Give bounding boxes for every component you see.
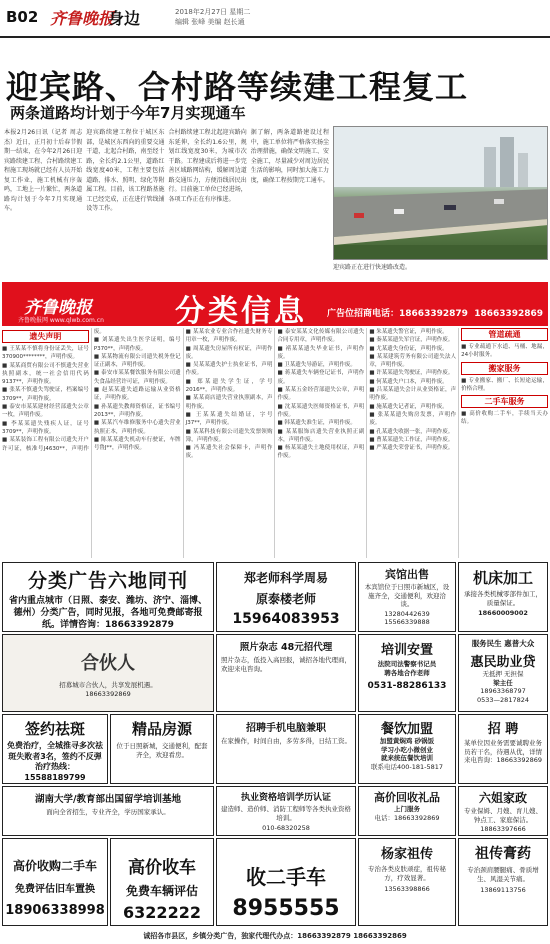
listing-item: ■ 某某物流有限公司遗失税务登记证正副本，声明作废。 [93,353,181,369]
ad-gift-recycle: 高价回收礼品 上门服务 电话：18663392869 [358,786,456,836]
classified-title: 分类信息 [175,294,307,329]
listing-item: ■ 王某某遗失结婚证，字号J37**，声明作废。 [185,411,273,427]
listing-item: ■ 李某某遗失残疾人证，证号3709**，声明作废。 [2,420,89,435]
listing-item: ■ 专业疏通下水道、马桶、地漏，24小时服务。 [461,344,548,359]
ad-used-car-buy: 高价收购二手车 免费评估旧车置换 18906338998 [2,838,108,926]
listing-item: ■ 高价收购二手车，手续当天办结。 [461,411,548,426]
listing-item: ■ 严某遗失荣誉证书，声明作废。 [369,445,454,452]
listing-item: ■ 孔某遗失收据一张，声明作废。 [369,428,454,435]
listing-item: ■ 刘某遗失出生医学证明，编号P370**，声明作废。 [93,337,181,352]
listing-item: ■ 周某遗失房屋所有权证，声明作废。 [185,345,273,360]
article-paragraph: 本报2月26日讯（记者 周志杰）近日，正月初十后春节假期一结束，在今年2月26日迎宾路续建工程、合村路续建工程施工现场就已经有人员开始复工作业，施工机械有序轰鸣，工地上一片繁忙，两条道路均计划于今年7月实现通车。 [4,129,83,212]
listing-item: ■ 张某不慎遗失驾驶证，档案编号3709**，声明作废。 [2,387,89,402]
ad-training: 培训安置 法院司法警察书记员 聘各地合作老师 0531-88286133 [358,634,456,712]
ad-hunan-university: 湖南大学/教育部出国留学培训基地 面向全省招生，专业齐全，学历国家承认。 [2,786,214,836]
ad-catering: 餐饮加盟 加盟黄焖鸡 砂锅饭 学习小吃小微创业 就来统伍餐饮培训 联系电话400-181-5817 [358,714,456,784]
ad-photo-magazine: 照片杂志 48元招代理 照片杂志，低投入高回报，诚招各地代理商，欢迎来电咨询。 [216,634,356,712]
ad-hotel-sale: 宾馆出售 本宾馆位于日照市新城区，设施齐全，交通便利，欢迎洽谈。 13280442639 15566339888 [358,562,456,632]
ad-car-buy: 高价收车 免费车辆评估 6322222 [110,838,214,926]
photo-caption: 迎宾路正在进行快速路改造。 [333,264,412,271]
listing-item: ■ 许某某遗失驾驶证，声明作废。 [369,370,454,377]
category-heading: 搬家服务 [461,362,548,375]
classified-url: 齐鲁晚报网 www.qlwb.com.cn [18,317,104,324]
classified-brand: 齐鲁晚报 [24,298,92,318]
listing-item: ■ 曹某某遗失工作证，声明作废。 [369,436,454,443]
listing-item: ■ 王某某不慎将身份证丢失，证号370900********，声明作废。 [2,346,89,361]
ad-loan: 服务民生 惠普大众 惠民助业贷 无抵押 无担保 梁主任 18963368797 0533—2817824 [458,634,548,712]
listing-item: ■ 某某农业专业合作社遗失财务专用章一枚，声明作废。 [185,329,273,344]
category-heading: 遗失声明 [2,330,89,343]
article-headline: 迎宾路、合村路等续建工程复工 [6,68,469,106]
ad-machining: 机床加工 承接各类机械零部件加工，质量保证。 18660009002 [458,562,548,632]
listing-item: ■ 某某商店遗失营业执照副本，声明作废。 [185,395,273,410]
road-photo-illustration [334,127,548,260]
classified-hotline: 广告位招商电话：18663392879 18663392869 [327,309,544,319]
listing-item: ■ 吕某某遗失会计从业资格证，声明作废。 [369,387,457,402]
listing-item: ■ 韩某遗失准生证，声明作废。 [277,420,356,427]
listing-item: ■ 某某汽车维修服务中心遗失营业执照正本，声明作废。 [93,420,181,435]
listing-item: ■ 泰安某某文化传媒有限公司遗失合同专用章，声明作废。 [277,329,365,344]
ad-freckle: 签约祛斑 免费治疗，全城推寻多次祛斑失败者3名，签约不反弹治疗热线：15588189799 [2,714,108,784]
listing-item: ■ 陈某某遗失机动车行驶证，车牌号鲁J**，声明作废。 [93,436,181,452]
listing-item: ■ 杨某某遗失土地使用权证，声明作废。 [277,445,365,460]
classified-listings [2,328,548,558]
listing-item: ■ 尤某遗失身份证，声明作废。 [369,345,448,352]
listing-item: ■ 朱某遗失警官证，声明作废。 [369,329,448,335]
listing-item: ■ 褚某某遗失毕业证书，声明作废。 [277,345,365,360]
page-number: B02 [6,8,39,26]
listing-item: ■ 某某商贸有限公司不慎遗失营业执照副本，统一社会信用代码9137**，声明作废。 [2,362,89,386]
ad-qualification: 执业资格培训学历认证 建造师、造价师、消防工程师等各类执业资格培训。 010-68320258 [216,786,356,836]
page-footer: 诚招各市县区，乡镇分类广告，独家代理代办点：18663392879 18663392869 [143,932,407,940]
ad-plaster: 祖传膏药 专治颈肩腰腿痛、骨质增生、风湿关节痛。 13869113756 [458,838,548,926]
listing-item: ■ 张某某遗失购房发票，声明作废。 [369,411,457,427]
listing-item: ■ 何某遗失户口本，声明作废。 [369,378,448,385]
listing-item: ■ 沈某某遗失医师资格证书，声明作废。 [277,403,365,418]
listing-item: ■ 某某装饰工程有限公司遗失开户许可证，核准号J4630**，声明作废。 [2,329,105,452]
article-paragraph: 据了解，两条道路建设过程中，施工单位将严格落实扬尘治理措施，确保文明施工、安全施工，尽量减少对周边居民生活的影响，同时加大施工力度，确保工程按期完工通车。 [250,129,329,184]
listing-item: ■ 某某五金经营部遗失公章，声明作废。 [277,387,365,402]
listing-item: ■ 赵某某遗失道路运输从业资格证，声明作废。 [93,387,181,402]
listing-item: ■ 施某遗失记者证，声明作废。 [369,403,448,410]
listing-item: ■ 冯某遗失社会保障卡，声明作废。 [185,445,273,460]
section-title: 身边 [108,9,141,28]
category-heading: 管道疏通 [461,328,548,341]
listing-item: ■ 泰安市某某建材经营部遗失公章一枚，声明作废。 [2,404,89,419]
category-heading: 二手车服务 [461,395,548,408]
ad-second-hand-car: 收二手车 8955555 [216,838,356,926]
page-header [0,0,550,38]
listing-item: ■ 某某服饰店遗失营业执照正副本，声明作废。 [277,428,365,443]
article-paragraph: 合村路续建工程北起迎宾路向东延伸，全长约1.6公里，规划红线宽度30米，为城市次干路。工程建成后将进一步完善区域路网结构，缓解周边道路交通压力，方便沿线居民出行。目前施工单位已经进场，各项工作正在有序推进。 [168,129,247,203]
ad-six-city: 分类广告六地同刊 省内重点城市（日照、泰安、潍坊、济宁、淄博、德州）分类广告，同时见报，各地可免费邮寄报纸。详情咨询：18663392879 [2,562,214,632]
news-photo [333,126,548,260]
ad-housing: 精品房源 位于日照新城，交通便利，配套齐全，欢迎看房。 [110,714,214,784]
listing-item: ■ 泰安市某某餐饮服务有限公司遗失食品经营许可证，声明作废。 [93,370,181,385]
ad-parttime: 招聘手机电脑兼职 在家操作，时间自由，多劳多得，日结工资。 [216,714,356,784]
ad-family-remedy: 杨家祖传 专治各类皮肤顽症，祖传秘方，疗效显著。 13563398866 [358,838,456,926]
listing-item: ■ 孙某遗失教师资格证，证书编号2013**，声明作废。 [93,403,181,418]
listing-item: ■ 郑某遗失学生证，学号2016**，声明作废。 [185,378,273,394]
listing-item: ■ 某某科技有限公司遗失发票领购簿，声明作废。 [185,428,273,443]
article-paragraph: 迎宾路续建工程位于城区东部，是城区东西向的重要交通干道，北起合村路，南至经十路，全长约2.1公里，道路红线宽度40米，工程主要包括道路、排水、照明、绿化等附属工程。目前，该工程路基施工已经完成，正在进行管线铺设等工作。 [86,129,165,212]
ad-hiring: 招 聘 某单位因业务需要诚聘业务员若干名，待遇从优，详情来电咨询：18663392869 [458,714,548,784]
article-subheadline: 两条道路均计划于今年7月实现通车 [10,104,246,122]
ad-housekeeping: 六姐家政 专业保姆、月嫂、育儿嫂、钟点工、家庭保洁。 18863397666 [458,786,548,836]
listing-item: ■ 吴某某遗失护士执业证书，声明作废。 [185,362,273,377]
article-body [4,128,329,278]
newspaper-brand: 齐鲁晚报 [50,9,115,28]
listing-item: ■ 某某建筑劳务有限公司遗失法人章，声明作废。 [369,353,457,369]
listing-item: ■ 卫某遗失导游证，声明作废。 [277,362,356,369]
ad-zhouyi: 郑老师科学周易 原泰楼老师 15964083953 [216,562,356,632]
listing-item: ■ 秦某某遗失军官证，声明作废。 [369,337,454,344]
ad-partner: 合伙人 招募城市合伙人，共享发展机遇。 18663392869 [2,634,214,712]
issue-meta: 2018年2月27日 星期二 编辑 张峰 美编 赵长通 [175,8,251,26]
listing-item: ■ 专业搬家、搬厂、长短途运输，价格合理。 [461,377,548,392]
listing-item: ■ 蒋某遗失车辆登记证书，声明作废。 [277,370,365,385]
